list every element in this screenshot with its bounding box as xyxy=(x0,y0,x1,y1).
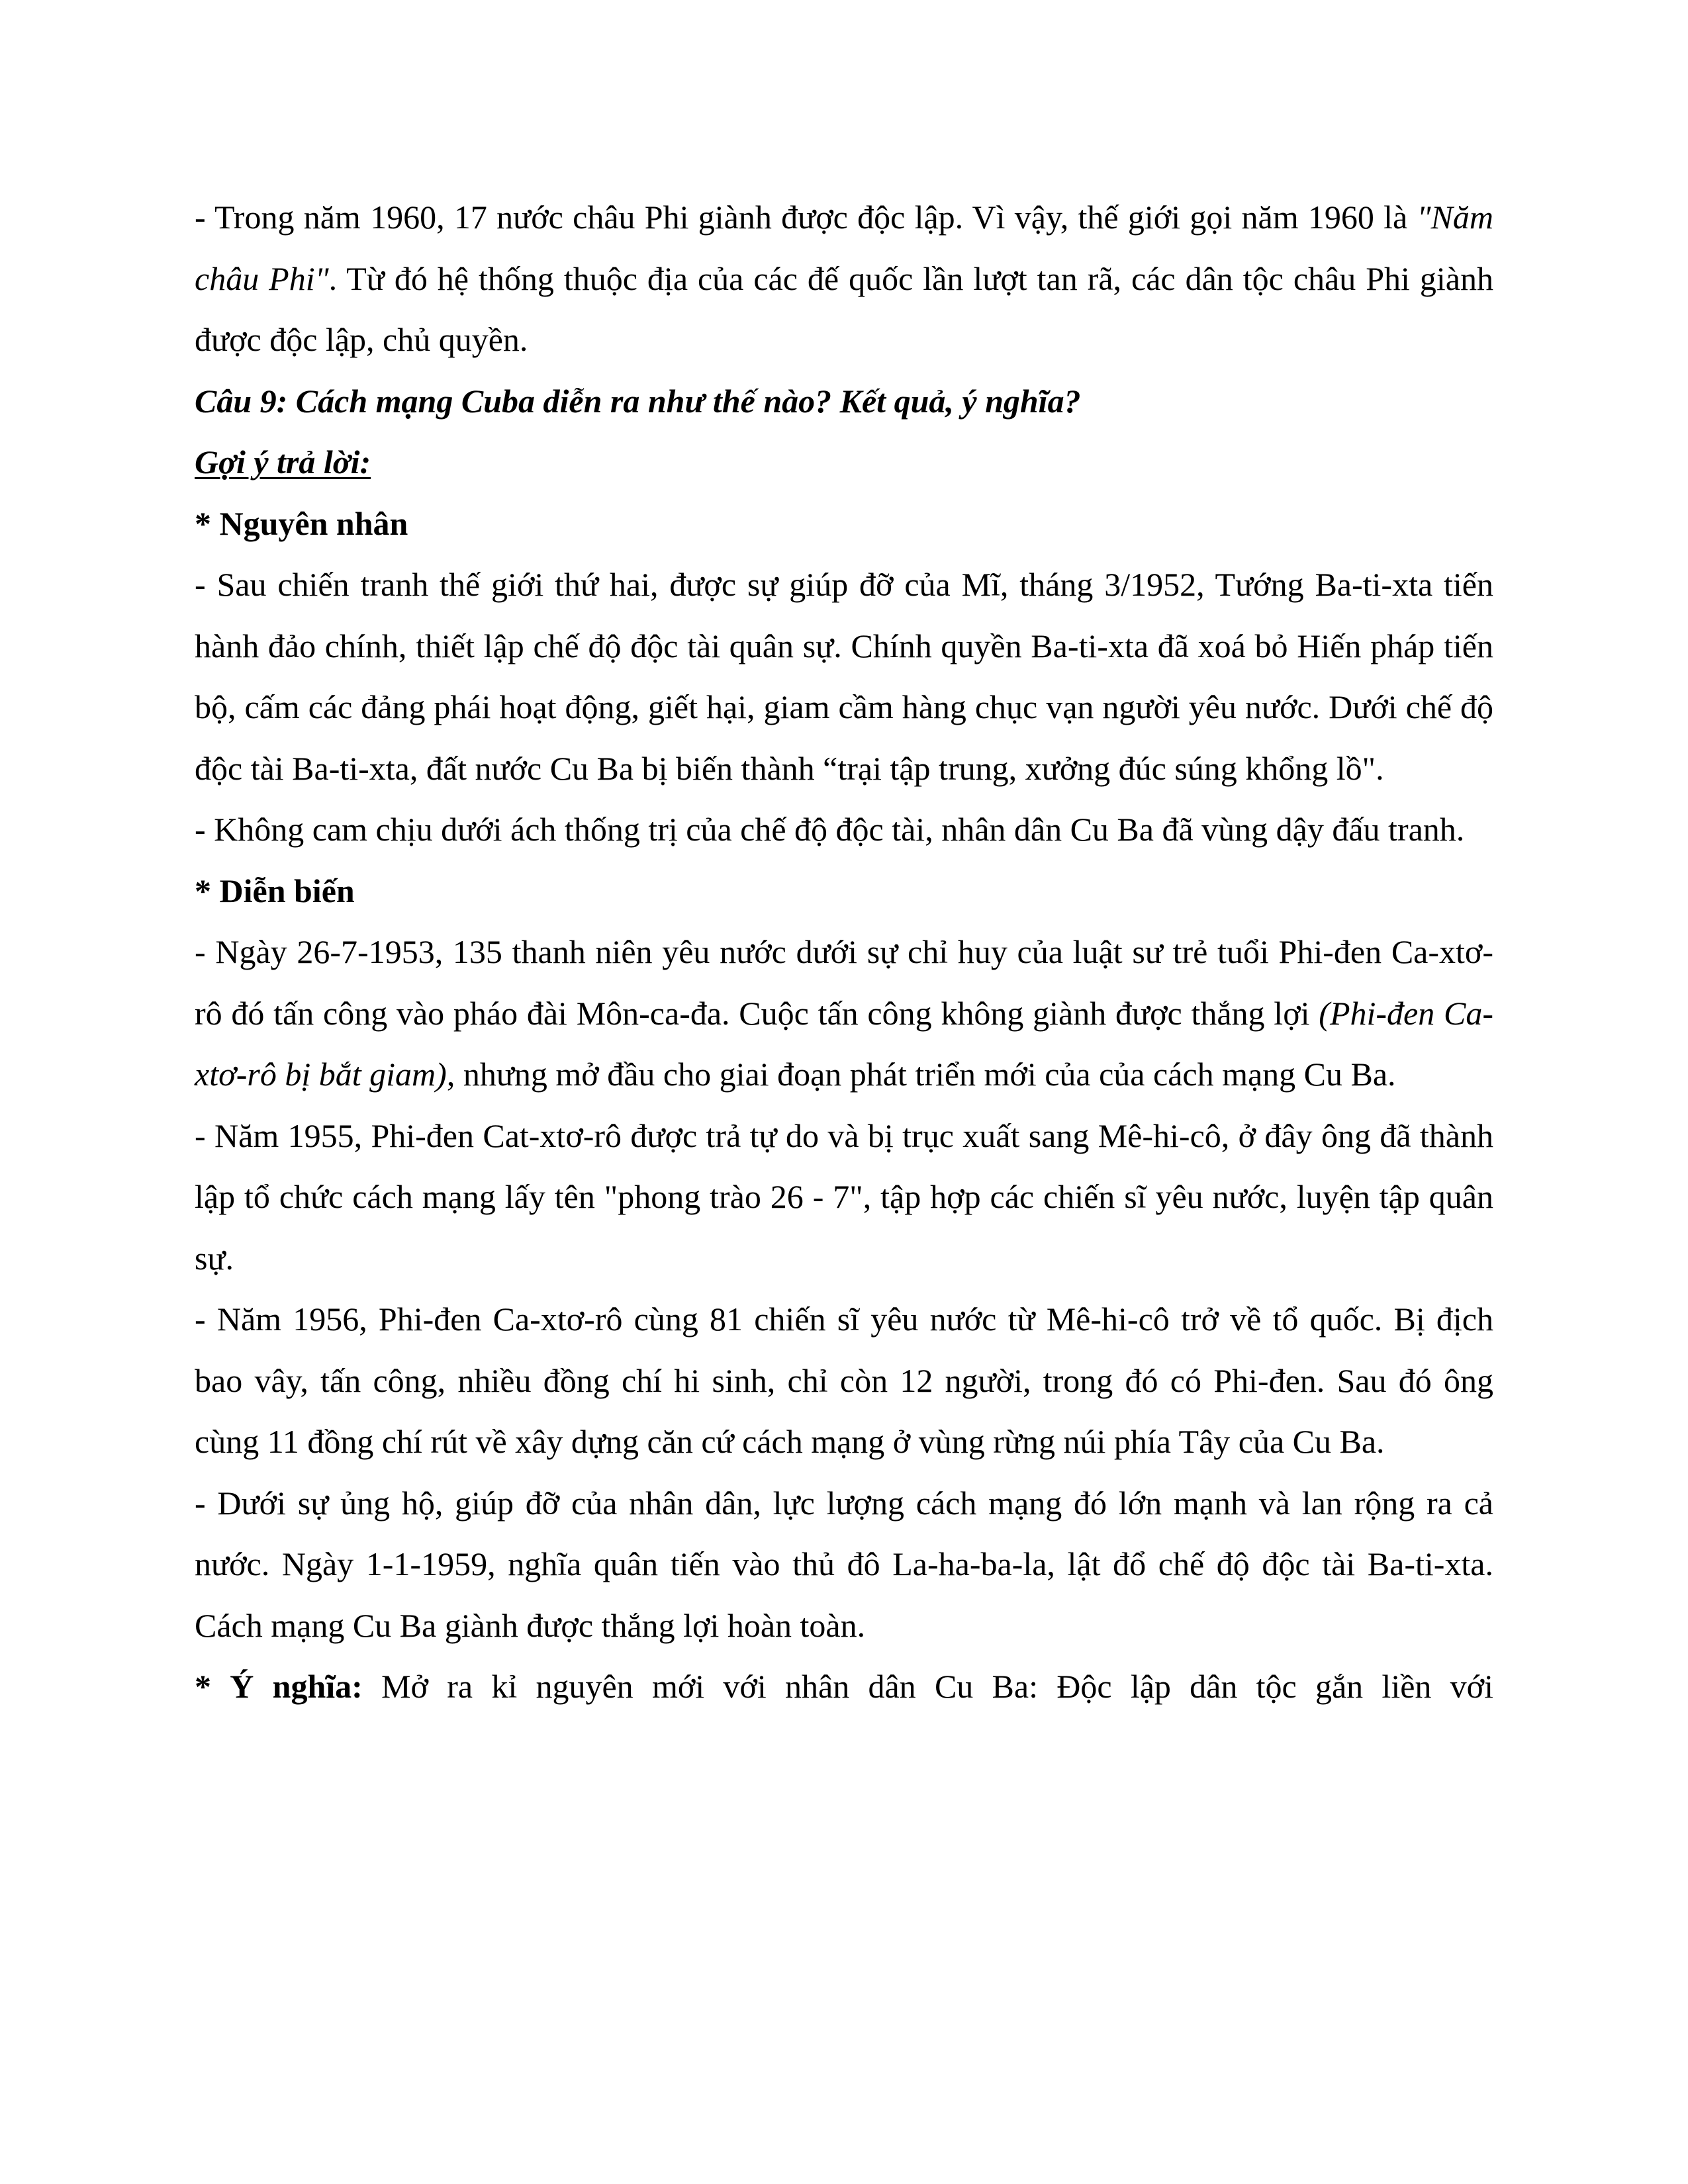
question-heading: Câu 9: Cách mạng Cuba diễn ra như thế nào? Kết quả, ý nghĩa? xyxy=(195,382,1081,420)
paragraph-event-4: - Dưới sự ủng hộ, giúp đỡ của nhân dân, lực lượng cách mạng đó lớn mạnh và lan rộng ra cả nước. Ngày 1-1-1959, nghĩa quân tiến vào thủ đô La-ha-ba-la, lật đổ chế độ độc tài Ba-ti-xta. Cách mạng Cu Ba giành được thắng lợi hoàn toàn. xyxy=(195,1484,1493,1644)
paragraph-event-3: - Năm 1956, Phi-đen Ca-xtơ-rô cùng 81 chiến sĩ yêu nước từ Mê-hi-cô trở về tổ quốc. Bị địch bao vây, tấn công, nhiều đồng chí hi sinh, chỉ còn 12 người, trong đó có Phi-đen. Sau đó ông cùng 11 đồng chí rút về xây dựng căn cứ cách mạng ở vùng rừng núi phía Tây của Cu Ba. xyxy=(195,1300,1493,1460)
paragraph-cause-1: - Sau chiến tranh thế giới thứ hai, được sự giúp đỡ của Mĩ, tháng 3/1952, Tướng Ba-ti-xta tiến hành đảo chính, thiết lập chế độ độc tài quân sự. Chính quyền Ba-ti-xta đã xoá bỏ Hiến pháp tiến bộ, cấm các đảng phái hoạt động, giết hại, giam cầm hàng chục vạn người yêu nước. Dưới chế độ độc tài Ba-ti-xta, đất nước Cu Ba bị biến thành “trại tập trung, xưởng đúc súng khổng lồ". xyxy=(195,566,1493,787)
paragraph-text: Mở ra kỉ nguyên mới với nhân dân Cu Ba: Độc lập dân tộc gắn liền với xyxy=(362,1668,1493,1705)
paragraph-event-1 xyxy=(195,921,1493,1105)
paragraph-text: . Từ đó hệ thống thuộc địa của các đế quốc lần lượt tan rã, các dân tộc châu Phi giành được độc lập, chủ quyền. xyxy=(195,259,1493,358)
paragraph-africa-year xyxy=(195,187,1493,371)
paragraph-meaning xyxy=(195,1656,1493,1717)
paragraph-cause-2: - Không cam chịu dưới ách thống trị của chế độ độc tài, nhân dân Cu Ba đã vùng dậy đấu tranh. xyxy=(195,811,1465,848)
paragraph-text: - Ngày 26-7-1953, 135 thanh niên yêu nước dưới sự chỉ huy của luật sư trẻ tuổi Phi-đen Ca-xtơ-rô đó tấn công vào pháo đài Môn-ca-đa. Cuộc tấn công không giành được thắng lợi xyxy=(195,933,1493,1032)
meaning-label: * Ý nghĩa: xyxy=(195,1668,363,1705)
paragraph-text: , nhưng mở đầu cho giai đoạn phát triển mới của của cách mạng Cu Ba. xyxy=(446,1056,1396,1093)
heading-cause: * Nguyên nhân xyxy=(195,504,408,542)
heading-events: * Diễn biến xyxy=(195,872,355,909)
italic-quote: "Năm châu Phi" xyxy=(195,199,1493,297)
hint-label-line xyxy=(195,432,1493,493)
italic-note: (Phi-đen Ca-xtơ-rô bị bắt giam) xyxy=(195,994,1493,1093)
paragraph-event-2: - Năm 1955, Phi-đen Cat-xtơ-rô được trả tự do và bị trục xuất sang Mê-hi-cô, ở đây ông đã thành lập tổ chức cách mạng lấy tên "phong trào 26 - 7", tập hợp các chiến sĩ yêu nước, luyện tập quân sự. xyxy=(195,1116,1493,1277)
document-page xyxy=(195,187,1493,1717)
paragraph-text: - Trong năm 1960, 17 nước châu Phi giành được độc lập. Vì vậy, thế giới gọi năm 1960 là xyxy=(195,199,1417,236)
hint-label: Gợi ý trả lời: xyxy=(195,443,371,480)
